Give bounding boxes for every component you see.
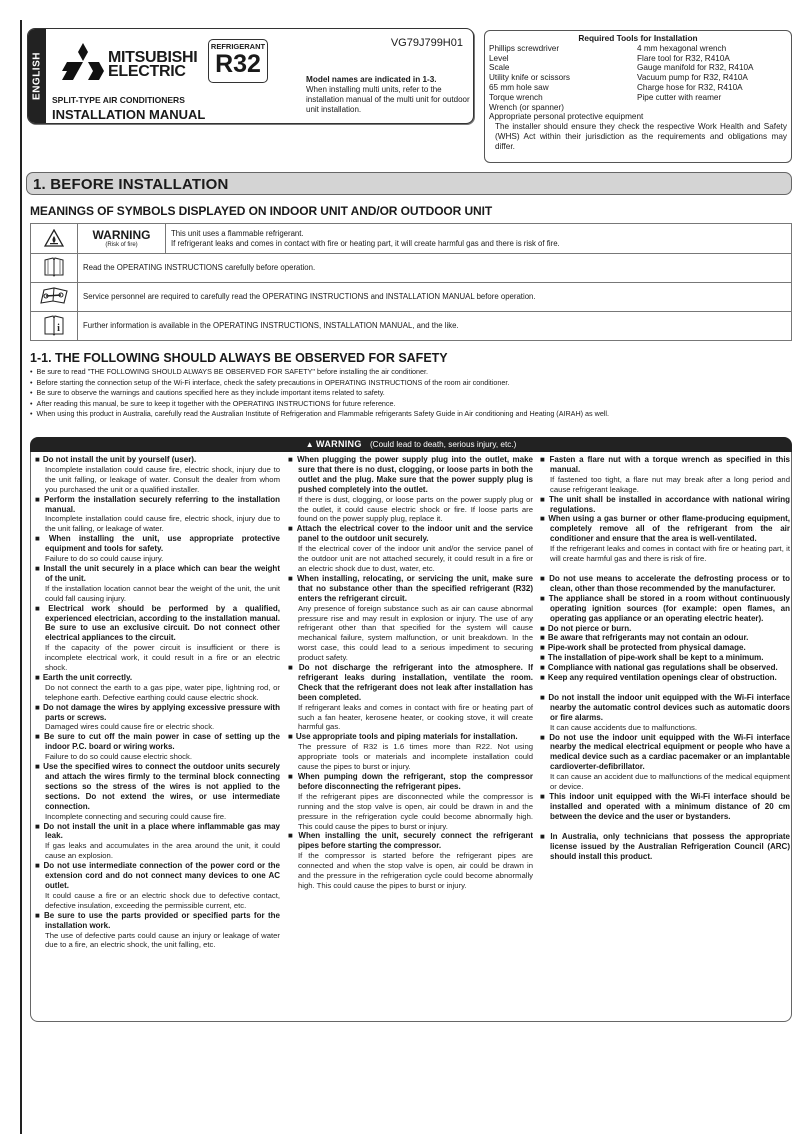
warning-item xyxy=(540,663,790,673)
tools-list xyxy=(489,44,787,103)
whs-note: The installer should ensure they check the respective Work Health and Safety (WHS) Act within their jurisdiction as the requirements and obligations may differ. xyxy=(495,122,787,151)
brand-line2: ELECTRIC xyxy=(108,63,186,80)
safety-bullet: • When using this product in Australia, carefully read the Australian Institute of Refrigeration and Flammable refrigerants Safety Guide in Air conditioning and Heating (AIRAH) as well. xyxy=(30,409,798,420)
warning-item-heading: ■ When installing, relocating, or servicing the unit, make sure that no substance other than the specified refrigerant (R32) enters the refrigerant circuit. xyxy=(288,574,533,604)
warning-item-heading: ■ Do not pierce or burn. xyxy=(540,624,790,634)
warning-item xyxy=(540,495,790,515)
safety-bullet: • Be sure to observe the warnings and cautions specified here as they include important items related to safety. xyxy=(30,388,798,399)
mitsubishi-logo-icon xyxy=(62,43,104,81)
warning-item xyxy=(540,673,790,683)
tool-item: Wrench (or spanner) xyxy=(489,102,564,112)
safety-bullet: • After reading this manual, be sure to keep it together with the OPERATING INSTRUCTIONS for future reference. xyxy=(30,399,798,410)
brand-line1: MITSUBISHI xyxy=(108,49,198,66)
symbol-row xyxy=(31,312,792,341)
warning-item xyxy=(35,911,280,951)
warning-item xyxy=(540,633,790,643)
header-box xyxy=(27,28,474,124)
warning-item xyxy=(288,772,533,831)
symbol-row xyxy=(31,283,792,312)
information-icon xyxy=(31,312,78,341)
warning-item-heading: ■ The installation of pipe-work shall be kept to a minimum. xyxy=(540,653,790,663)
refrigerant-badge xyxy=(208,39,268,83)
warning-item-body: If the refrigerant pipes are disconnected while the compressor is running and the stop valve is open, air could be drawn in and the pressure in the refrigeration cycle could become abnormally high. This could cause the pipes to burst or injury. xyxy=(298,791,533,831)
tools-heading: Required Tools for Installation xyxy=(578,33,698,43)
warning-item-body: The pressure of R32 is 1.6 times more than R22. Not using appropriate tools or materials and incomplete installation could cause the pipes to burst or injury. xyxy=(298,742,533,772)
warning-item xyxy=(540,792,790,822)
warning-item xyxy=(35,564,280,604)
warning-item-heading: ■ Use the specified wires to connect the outdoor units securely and attach the wires firmly to the terminal block connecting sections so the stress of the wires is not applied to the sections. Do not extend the wires, or use intermediate connection. xyxy=(35,762,280,812)
warning-item-heading: ■ This indoor unit equipped with the Wi-Fi interface should be installed and operated with a minimum distance of 20 cm between the device and the user or bystanders. xyxy=(540,792,790,822)
tool-item: Pipe cutter with reamer xyxy=(637,92,722,102)
warning-item xyxy=(35,762,280,821)
spacer xyxy=(540,822,790,832)
warning-label: WARNING xyxy=(316,439,362,449)
warning-item-body: Incomplete installation could cause fire, electric shock, injury due to the unit falling, or leakage of water. Consult the dealer from whom you purchased the unit or a qualified installer. xyxy=(45,464,280,494)
tool-item: Vacuum pump for R32, R410A xyxy=(637,73,748,83)
warning-item-heading: ■ Do not install the indoor unit equipped with the Wi-Fi interface nearby the automatic control devices such as automatic doors or fire alarms. xyxy=(540,693,790,723)
tool-item: Phillips screwdriver xyxy=(489,43,560,53)
warning-item xyxy=(35,455,280,495)
warning-item xyxy=(35,861,280,911)
warning-item-heading: ■ Earth the unit correctly. xyxy=(35,673,280,683)
warning-item xyxy=(35,604,280,673)
safety-heading: 1-1. THE FOLLOWING SHOULD ALWAYS BE OBSERVED FOR SAFETY xyxy=(30,351,448,365)
safety-bullets xyxy=(30,367,798,420)
symbol-description: Read the OPERATING INSTRUCTIONS carefully before operation. xyxy=(78,254,792,283)
warning-item xyxy=(540,653,790,663)
spacer xyxy=(540,683,790,693)
warning-label-cell xyxy=(78,224,166,254)
symbol-description: Service personnel are required to carefully read the OPERATING INSTRUCTIONS and INSTALLATION MANUAL before operation. xyxy=(78,283,792,312)
symbol-description: Further information is available in the OPERATING INSTRUCTIONS, INSTALLATION MANUAL, and the like. xyxy=(78,312,792,341)
tool-item: Scale xyxy=(489,63,510,73)
warning-item-heading: ■ Compliance with national gas regulations shall be observed. xyxy=(540,663,790,673)
warning-triangle-icon: ▲ xyxy=(305,440,314,449)
brand-name xyxy=(108,51,197,79)
warning-item-heading: ■ When installing the unit, use appropriate protective equipment and tools for safety. xyxy=(35,534,280,554)
manual-title: INSTALLATION MANUAL xyxy=(52,107,206,122)
warning-item-heading: ■ When pumping down the refrigerant, stop the compressor before disconnecting the refrigerant pipes. xyxy=(288,772,533,792)
subtitle: SPLIT-TYPE AIR CONDITIONERS xyxy=(52,95,185,105)
warning-item xyxy=(540,455,790,495)
document-code: VG79J799H01 xyxy=(390,37,463,49)
warning-item xyxy=(288,524,533,574)
warning-item xyxy=(288,574,533,663)
warning-item xyxy=(540,594,790,624)
warning-item-body: If fastened too tight, a flare nut may break after a long period and cause refrigerant leakage. xyxy=(550,474,790,494)
warning-item-heading: ■ Perform the installation securely referring to the installation manual. xyxy=(35,495,280,515)
warning-item-heading: ■ Do not use the indoor unit equipped with the Wi-Fi interface nearby the medical electrical equipment or people who have a medical device such as a cardiac pacemaker or an implantable cardioverter-defibrillator. xyxy=(540,733,790,773)
warning-item-body: Incomplete installation could cause fire, electric shock, injury due to the unit falling, or leakage of water. xyxy=(45,514,280,534)
warning-line: This unit uses a flammable refrigerant. xyxy=(171,228,304,238)
warning-item-body: Incomplete connecting and securing could cause fire. xyxy=(45,811,227,821)
symbols-table xyxy=(30,223,792,341)
warning-item-heading: ■ Electrical work should be performed by a qualified, experienced electrician, according to the installation manual. Be sure to use an exclusive circuit. Do not connect other electrical appliances to the circuit. xyxy=(35,604,280,644)
warning-item-heading: ■ Do not use means to accelerate the defrosting process or to clean, other than those recommended by the manufacturer. xyxy=(540,574,790,594)
warning-item-body: It could cause a fire or an electric shock due to defective contact, defective insulation, exceeding the permissible current, etc. xyxy=(45,890,280,910)
warning-item xyxy=(540,574,790,594)
warning-item-heading: ■ Do not install the unit by yourself (user). xyxy=(35,455,280,465)
warning-item xyxy=(288,663,533,732)
symbol-row xyxy=(31,254,792,283)
warning-item xyxy=(540,832,790,862)
language-tab xyxy=(28,29,46,123)
warning-column-2 xyxy=(288,455,533,891)
fire-warning-icon xyxy=(31,224,78,254)
warning-item-body: The use of defective parts could cause an injury or leakage of water due to a fire, an electric shock, the unit falling, etc. xyxy=(45,930,280,950)
symbol-row xyxy=(31,224,792,254)
warning-item-heading: ■ Pipe-work shall be protected from physical damage. xyxy=(540,643,790,653)
tool-item: 65 mm hole saw xyxy=(489,82,549,92)
warning-item-heading: ■ When installing the unit, securely connect the refrigerant pipes before starting the compressor. xyxy=(288,831,533,851)
tool-item: Level xyxy=(489,53,509,63)
model-note xyxy=(306,75,471,115)
read-manual-icon xyxy=(31,254,78,283)
warning-title: WARNING xyxy=(92,228,151,242)
warning-line: If refrigerant leaks and comes in contact with fire or heating part, it will create harmful gas and there is risk of fire. xyxy=(171,238,560,248)
tool-item: Torque wrench xyxy=(489,92,543,102)
warning-item xyxy=(288,831,533,890)
warning-description: (Could lead to death, serious injury, etc.) xyxy=(369,440,517,449)
warning-banner xyxy=(30,437,792,452)
warning-item-body: If the capacity of the power circuit is insufficient or there is incomplete electrical work, it could result in a fire or an electric shock. xyxy=(45,643,280,673)
warning-item xyxy=(288,455,533,524)
warning-item-heading: ■ Do not discharge the refrigerant into the atmosphere. If refrigerant leaks during installation, ventilate the room. Check that the refrigerant does not leak after installation has been completed. xyxy=(288,663,533,703)
required-tools-box xyxy=(484,30,792,163)
warning-item-heading: ■ The appliance shall be stored in a room without continuously operating ignition sources (for example: open flames, an operating gas appliance or an operating electric heater). xyxy=(540,594,790,624)
warning-item-heading: ■ Be aware that refrigerants may not contain an odour. xyxy=(540,633,790,643)
refrigerant-label: REFRIGERANT xyxy=(210,42,266,51)
warning-item-heading: ■ Attach the electrical cover to the indoor unit and the service panel to the outdoor unit securely. xyxy=(288,524,533,544)
tool-item: Utility knife or scissors xyxy=(489,73,570,83)
warning-item-heading: ■ The unit shall be installed in accordance with national wiring regulations. xyxy=(540,495,790,515)
warning-item-body: If the installation location cannot bear the weight of the unit, the unit could fall causing injury. xyxy=(45,583,280,603)
warning-item-heading: ■ When using a gas burner or other flame-producing equipment, completely remove all of the refrigerant from the air conditioner and ensure that the area is well-ventilated. xyxy=(540,514,790,544)
svg-text:i: i xyxy=(57,323,60,334)
warning-item-body: Damaged wires could cause fire or electric shock. xyxy=(45,722,215,732)
warning-item-heading: ■ Keep any required ventilation openings clear of obstruction. xyxy=(540,673,790,683)
tool-item: Charge hose for R32, R410A xyxy=(637,82,743,92)
warning-item-body: Failure to do so could cause electric shock. xyxy=(45,752,192,762)
warning-item-body: If gas leaks and accumulates in the area around the unit, it could cause an explosion. xyxy=(45,841,280,861)
warning-item xyxy=(35,673,280,703)
warning-subtitle: (Risk of fire) xyxy=(105,242,138,248)
section-heading: 1. BEFORE INSTALLATION xyxy=(26,172,792,195)
warning-item xyxy=(288,732,533,772)
warning-item xyxy=(35,495,280,535)
language-label: ENGLISH xyxy=(31,52,43,100)
warning-item-body: If the compressor is started before the refrigerant pipes are connected and when the stop valve is open, air could be drawn in and the pressure in the refrigeration cycle could become abnormally high. This could cause the pipes to burst or injury. xyxy=(298,851,533,890)
warning-item-heading: ■ Do not install the unit in a place where inflammable gas may leak. xyxy=(35,822,280,842)
warning-column-1 xyxy=(35,455,280,950)
warning-item xyxy=(540,733,790,792)
warning-item xyxy=(35,534,280,564)
warning-item-heading: ■ In Australia, only technicians that possess the appropriate license issued by the Australian Refrigeration Council (ARC) should install this product. xyxy=(540,832,790,862)
warning-item-heading: ■ Do not use intermediate connection of the power cord or the extension cord and do not connect many devices to one AC outlet. xyxy=(35,861,280,891)
warning-item xyxy=(540,624,790,634)
warning-item-body: If the electrical cover of the indoor unit and/or the service panel of the outdoor unit are not attached securely, it could result in a fire or an electric shock due to dust, water, etc. xyxy=(298,544,533,573)
warning-item-body: If there is dust, clogging, or loose parts on the power supply plug or the outlet, it could cause electric shock or fire. If loose parts are found on the power supply plug, replace it. xyxy=(298,494,533,524)
warning-item-body: If the refrigerant leaks and comes in contact with fire or heating part, it will create harmful gas and there is risk of fire. xyxy=(550,544,790,564)
warning-item-heading: ■ Be sure to use the parts provided or specified parts for the installation work. xyxy=(35,911,280,931)
model-note-text: When installing multi units, refer to the installation manual of the multi unit for outdoor unit installation. xyxy=(306,85,470,114)
safety-bullet: • Be sure to read "THE FOLLOWING SHOULD ALWAYS BE OBSERVED FOR SAFETY" before installing the air conditioner. xyxy=(30,367,798,378)
warning-item-body: Failure to do so could cause injury. xyxy=(45,554,164,564)
warning-item-heading: ■ Use appropriate tools and piping materials for installation. xyxy=(288,732,533,742)
warning-item-heading: ■ Do not damage the wires by applying excessive pressure with parts or screws. xyxy=(35,703,280,723)
warning-text xyxy=(166,224,792,254)
warning-item xyxy=(540,643,790,653)
spacer xyxy=(540,564,790,574)
tool-item: Gauge manifold for R32, R410A xyxy=(637,63,754,73)
tool-item: 4 mm hexagonal wrench xyxy=(637,43,727,53)
tool-item: Appropriate personal protective equipment xyxy=(489,112,644,122)
safety-bullet: • Before starting the connection setup of the Wi-Fi interface, check the safety precautions in OPERATING INSTRUCTIONS of the room air conditioner. xyxy=(30,378,798,389)
warning-item-heading: ■ When plugging the power supply plug into the outlet, make sure that there is no dust, clogging, or loose parts in both the outlet and the plug. Make sure that the power supply plug is pushed completely into the outlet. xyxy=(288,455,533,495)
warning-item-body: If refrigerant leaks and comes in contact with fire or heating part of such a fan heater, kerosene heater, or cooking stove, it will create harmful gas. xyxy=(298,702,533,732)
warning-item-body: It can cause an accident due to malfunctions of the medical equipment or device. xyxy=(550,772,790,792)
symbols-heading: MEANINGS OF SYMBOLS DISPLAYED ON INDOOR UNIT AND/OR OUTDOOR UNIT xyxy=(30,204,493,218)
warning-item xyxy=(35,822,280,862)
warning-item xyxy=(35,732,280,762)
refrigerant-value: R32 xyxy=(215,50,261,78)
warning-item-heading: ■ Fasten a flare nut with a torque wrench as specified in this manual. xyxy=(540,455,790,475)
warning-item xyxy=(540,693,790,733)
warning-item-heading: ■ Be sure to cut off the main power in case of setting up the indoor P.C. board or wiring works. xyxy=(35,732,280,752)
warning-item-body: It can cause accidents due to malfunctions. xyxy=(550,722,698,732)
service-manual-icon xyxy=(31,283,78,312)
warning-item xyxy=(540,514,790,564)
warning-item xyxy=(35,703,280,733)
page-border xyxy=(20,20,22,1134)
warning-item-body: Do not connect the earth to a gas pipe, water pipe, lightning rod, or telephone earth. Defective earthing could cause electric shock. xyxy=(45,682,280,702)
warning-item-body: Any presence of foreign substance such as air can cause abnormal pressure rise and may result in explosion or injury. The use of any refrigerant other than that specified for the system will cause mechanical failure, system malfunction, or unit breakdown. In the worst case, this could lead to a serious impediment to securing product safety. xyxy=(298,603,533,663)
model-note-heading: Model names are indicated in 1-3. xyxy=(306,75,437,84)
warning-item-heading: ■ Install the unit securely in a place which can bear the weight of the unit. xyxy=(35,564,280,584)
warning-column-3 xyxy=(540,455,790,861)
tool-item: Flare tool for R32, R410A xyxy=(637,53,730,63)
